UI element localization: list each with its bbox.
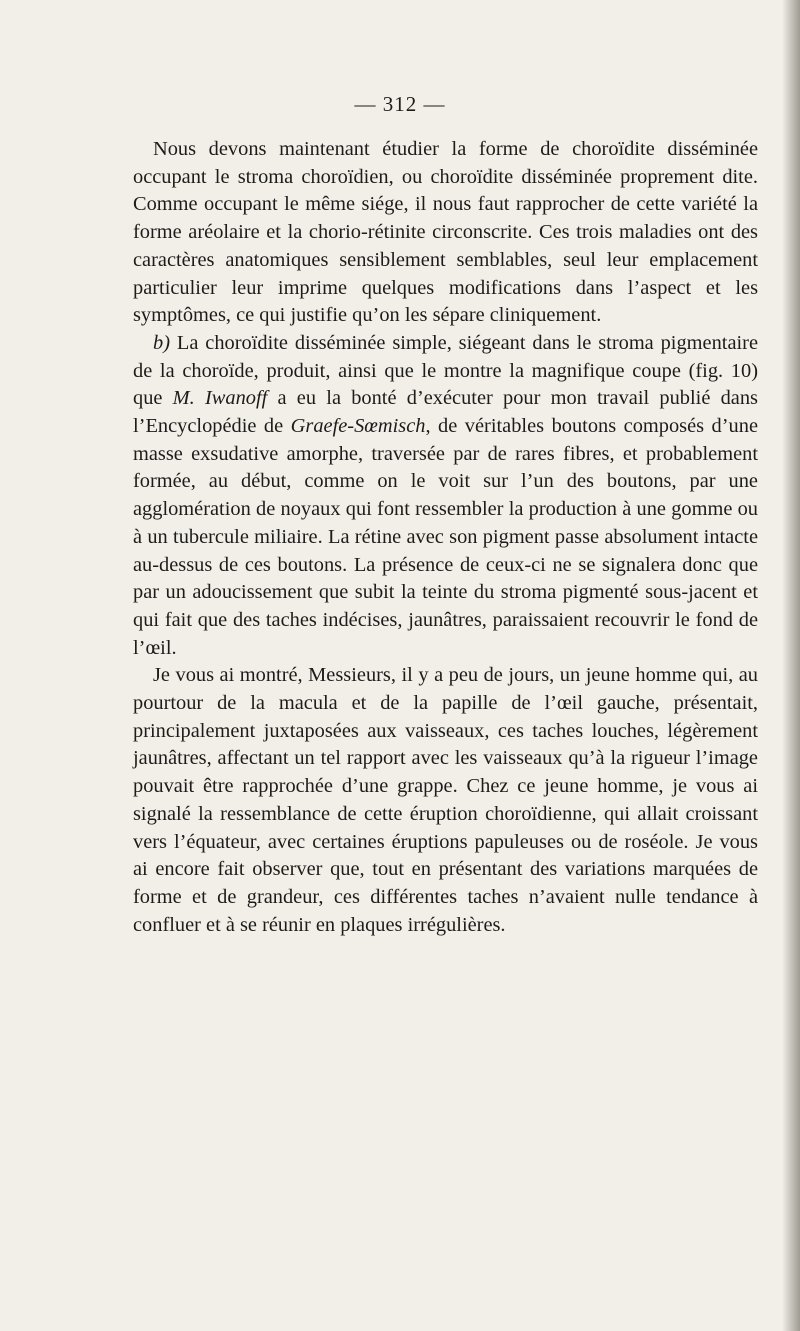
paragraph-2-text-3: , de véritables boutons composés d’une masse exsudative amorphe, traversée par de rares fibres, et probablement formée, au début, comme on le voit sur l’un des boutons, par une agglomération de noyaux qui font ressembler la production à une gomme ou à un tubercule miliaire. La rétine avec son pigment passe absolument intacte au-dessus de ces boutons. La présence de ceux-ci ne se signalera donc que par un adoucissement que subit la teinte du stroma pigmenté sous-jacent et qui fait que des taches indécises, jaunâtres, paraissaient recouvrir le fond de l’œil. — [133, 415, 758, 659]
work-title: Graefe-Sœmisch — [290, 415, 426, 438]
body-text — [133, 136, 758, 939]
paragraph-2 — [133, 330, 758, 662]
paragraph-3: Je vous ai montré, Messieurs, il y a peu de jours, un jeune homme qui, au pourtour de la macula et de la papille de l’œil gauche, présentait, principalement juxtaposées aux vaisseaux, ces taches louches, légèrement jaunâtres, affectant un tel rapport avec les vaisseaux qu’à la rigueur l’image pouvait être rapprochée d’une grappe. Chez ce jeune homme, je vous ai signalé la ressemblance de cette éruption choroïdienne, qui allait croissant vers l’équateur, avec certaines éruptions papuleuses ou de roséole. Je vous ai encore fait observer que, tout en présentant des variations marquées de forme et de grandeur, ces différentes taches n’avaient nulle tendance à confluer et à se réunir en plaques irrégulières. — [133, 664, 758, 936]
paragraph-2-text-1: La choroïdite disséminée simple, siégeant dans le stroma pigmentaire de la choroïde, produit, ainsi que le montre la magnifique coupe (fig. 10) que — [133, 331, 758, 410]
author-name: M. Iwanoff — [172, 387, 268, 410]
section-marker: b) — [153, 331, 170, 354]
paragraph-1: Nous devons maintenant étudier la forme de choroïdite disséminée occupant le stroma choroïdien, ou choroïdite disséminée proprement dite. Comme occupant le même siége, il nous faut rapprocher de cette variété la forme aréolaire et la chorio-rétinite circonscrite. Ces trois maladies ont des caractères anatomiques sensiblement semblables, seul leur emplacement particulier leur imprime quelques modifications dans l’aspect et les symptômes, ce qui justifie qu’on les sépare cliniquement. — [133, 138, 758, 327]
page-edge-shadow — [782, 0, 800, 1331]
page-number: — 312 — — [354, 92, 446, 116]
paragraph-2-text-2: a eu la bonté d’exécuter pour mon travail publié dans l’Encyclopédie de — [133, 387, 758, 438]
